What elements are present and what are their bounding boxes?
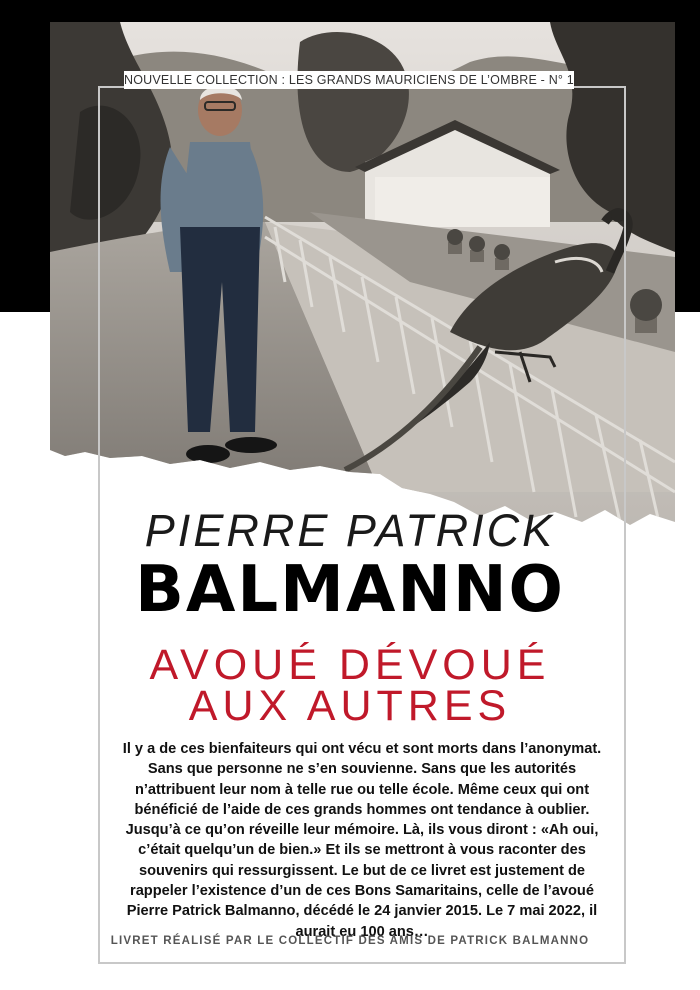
intro-paragraph: Il y a de ces bienfaiteurs qui ont vécu et sont morts dans l’anonymat. Sans que personne ne s’en souvienne. Sans que les autorités n’attribuent leur nom à telle rue ou telle école. Même ceux qui ont bénéficié de l’aide de ces grands hommes ont tendance à oublier. Jusqu’à ce qu’on réveille leur mémoire. Là, ils vous diront : «Ah oui, c’était quelqu’un de bien.» Et ils se mettront à vous raconter des souvenirs qui ressurgissent. Le but de ce livret est justement de rappeler l’existence d’un de ces Bons Samaritains, celle de l’avoué Pierre Patrick Balmanno, décédé le 24 janvier 2015. Le 7 mai 2022, il aurait eu 100 ans… <box>122 741 602 940</box>
first-name-heading: PIERRE PATRICK <box>144 505 556 556</box>
last-name-heading: BALMANNO <box>135 553 565 627</box>
subtitle-line-1: AVOUÉ DÉVOUÉ <box>149 641 551 689</box>
series-label: NOUVELLE COLLECTION : LES GRANDS MAURICIENS DE L’OMBRE - N° 1 <box>124 73 574 87</box>
credit-line: LIVRET RÉALISÉ PAR LE COLLECTIF DES AMIS DE PATRICK BALMANNO <box>110 935 590 947</box>
subtitle-line-2: AUX AUTRES <box>188 682 512 730</box>
